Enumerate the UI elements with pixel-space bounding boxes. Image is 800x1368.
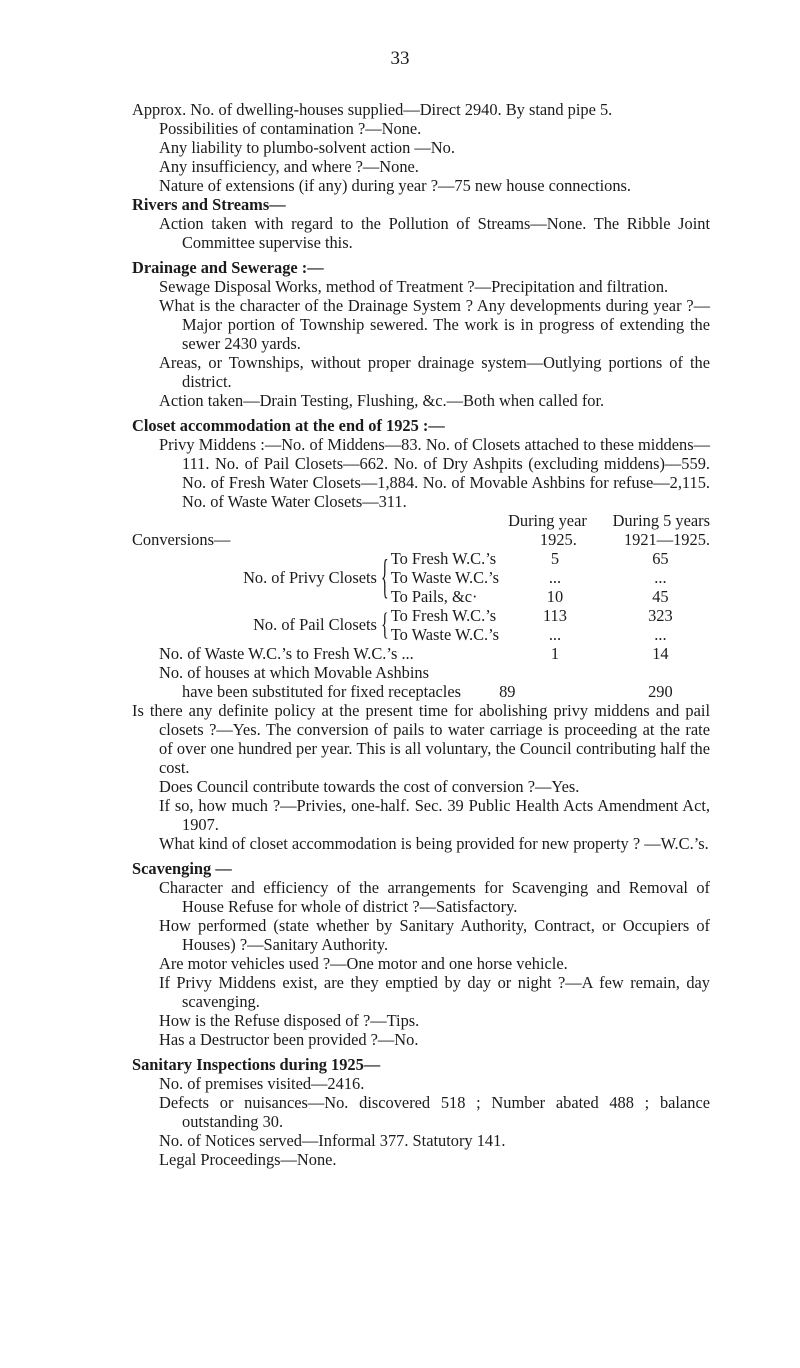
inspections-heading: Sanitary Inspections during 1925— [132,1055,381,1074]
privy-closets-label: No. of Privy Closets [243,567,377,587]
drainage-item: Areas, or Townships, without proper drainage system—Outlying portions of the district. [159,353,710,391]
conversion-year-value: 10 [546,587,564,606]
ashbin-label-line1: No. of houses at which Movable Ashbins [159,663,429,682]
scavenging-section [132,859,710,1049]
inspection-item: No. of Notices served—Informal 377. Statutory 141. [159,1131,506,1150]
closet-heading: Closet accommodation at the end of 1925 :— [132,416,445,435]
policy-question: Does Council contribute towards the cost of conversion ?—Yes. [159,777,580,796]
page-content [132,100,710,1169]
conversions-label: Conversions— [132,530,231,549]
inspection-item: No. of premises visited—2416. [159,1074,365,1093]
conversion-year-value: ... [548,625,562,644]
closet-text: Privy Middens :—No. of Middens—83. No. of Closets attached to these middens—111. No. of Pail Closets—662. No. of Dry Ashpits (excluding middens)—559. No. of Fresh Water Closets—1,884. No. of Movable Ashbins for refuse—2,115. No. of Waste Water Closets—311. [159,435,710,511]
conversion-five-value: 45 [652,587,669,606]
conversion-type: To Fresh W.C.’s [390,606,497,625]
conversion-five-value: 65 [652,549,669,568]
closet-section [132,416,710,511]
waste-wc-label: No. of Waste W.C.’s to Fresh W.C.’s ... [159,644,414,663]
drainage-heading: Drainage and Sewerage :— [132,258,324,277]
rivers-section [132,195,710,252]
col1-head: During year [508,511,587,530]
policy-question: What kind of closet accommodation is being provided for new property ? —W.C.’s. [159,834,709,853]
conversion-type: To Waste W.C.’s [390,625,500,644]
policy-question: If so, how much ?—Privies, one-half. Sec. 39 Public Health Acts Amendment Act, 1907. [159,796,710,834]
policy-question: Is there any definite policy at the present time for abolishing privy middens and pail closets ?—Yes. The conversion of pails to water carriage is proceeding at the rate of over one hundred per year. This is all voluntary, the Council contributing half the cost. [132,701,710,777]
pail-closets-label: No. of Pail Closets [253,615,377,634]
conversion-five-value: ... [654,625,667,644]
conversion-year-value: 113 [542,606,567,625]
water-supply-section [132,100,710,195]
conversions-table [132,511,710,701]
scavenging-item: Are motor vehicles used ?—One motor and one horse vehicle. [159,954,568,973]
brace-icon: { [381,552,389,604]
inspections-section [132,1055,710,1169]
col1-year: 1925. [539,530,577,549]
scavenging-heading: Scavenging — [132,859,232,878]
waste-year-value: 1 [550,644,560,663]
conversion-type: To Fresh W.C.’s [390,549,497,568]
conversion-year-value: 5 [550,549,560,568]
ashbin-label-line2: have been substituted for fixed receptacles [182,682,461,701]
conversion-type: To Waste W.C.’s [390,568,500,587]
ashbin-year-value: 89 [499,682,516,701]
water-line: Possibilities of contamination ?—None. [159,119,422,138]
drainage-item: What is the character of the Drainage System ? Any developments during year ?—Major portion of Township sewered. The work is in progress of extending the sewer 2430 yards. [159,296,710,353]
rivers-text: Action taken with regard to the Pollution of Streams—None. The Ribble Joint Committee supervise this. [159,214,710,252]
drainage-section [132,258,710,410]
conversion-five-value: ... [654,568,667,587]
drainage-item: Sewage Disposal Works, method of Treatment ?—Precipitation and filtration. [159,277,669,296]
scavenging-item: How performed (state whether by Sanitary Authority, Contract, or Occupiers of Houses) ?—Sanitary Authority. [159,916,710,954]
inspection-item: Defects or nuisances—No. discovered 518 ; Number abated 488 ; balance outstanding 30. [159,1093,710,1131]
brace-icon: { [381,608,389,643]
scavenging-item: Has a Destructor been provided ?—No. [159,1030,419,1049]
rivers-heading: Rivers and Streams— [132,195,286,214]
page-number: 33 [390,48,410,69]
ashbin-five-value: 290 [648,682,673,701]
water-line: Approx. No. of dwelling-houses supplied—Direct 2940. By stand pipe 5. [132,100,613,119]
conversion-year-value: ... [548,568,562,587]
scavenging-item: If Privy Middens exist, are they emptied by day or night ?—A few remain, day scavenging. [159,973,710,1011]
scavenging-item: Character and efficiency of the arrangements for Scavenging and Removal of House Refuse for whole of district ?—Satisfactory. [159,878,710,916]
conversion-type: To Pails, &c· [390,587,478,606]
water-line: Any insufficiency, and where ?—None. [159,157,419,176]
scavenging-item: How is the Refuse disposed of ?—Tips. [159,1011,420,1030]
water-line: Nature of extensions (if any) during year ?—75 new house connections. [159,176,631,195]
conversion-five-value: 323 [648,606,673,625]
inspection-item: Legal Proceedings—None. [159,1150,337,1169]
policy-section [132,701,710,853]
drainage-item: Action taken—Drain Testing, Flushing, &c.—Both when called for. [159,391,605,410]
col2-year: 1921—1925. [623,530,710,549]
water-line: Any liability to plumbo-solvent action —No. [159,138,455,157]
waste-five-value: 14 [652,644,669,663]
col2-head: During 5 years [612,511,710,530]
